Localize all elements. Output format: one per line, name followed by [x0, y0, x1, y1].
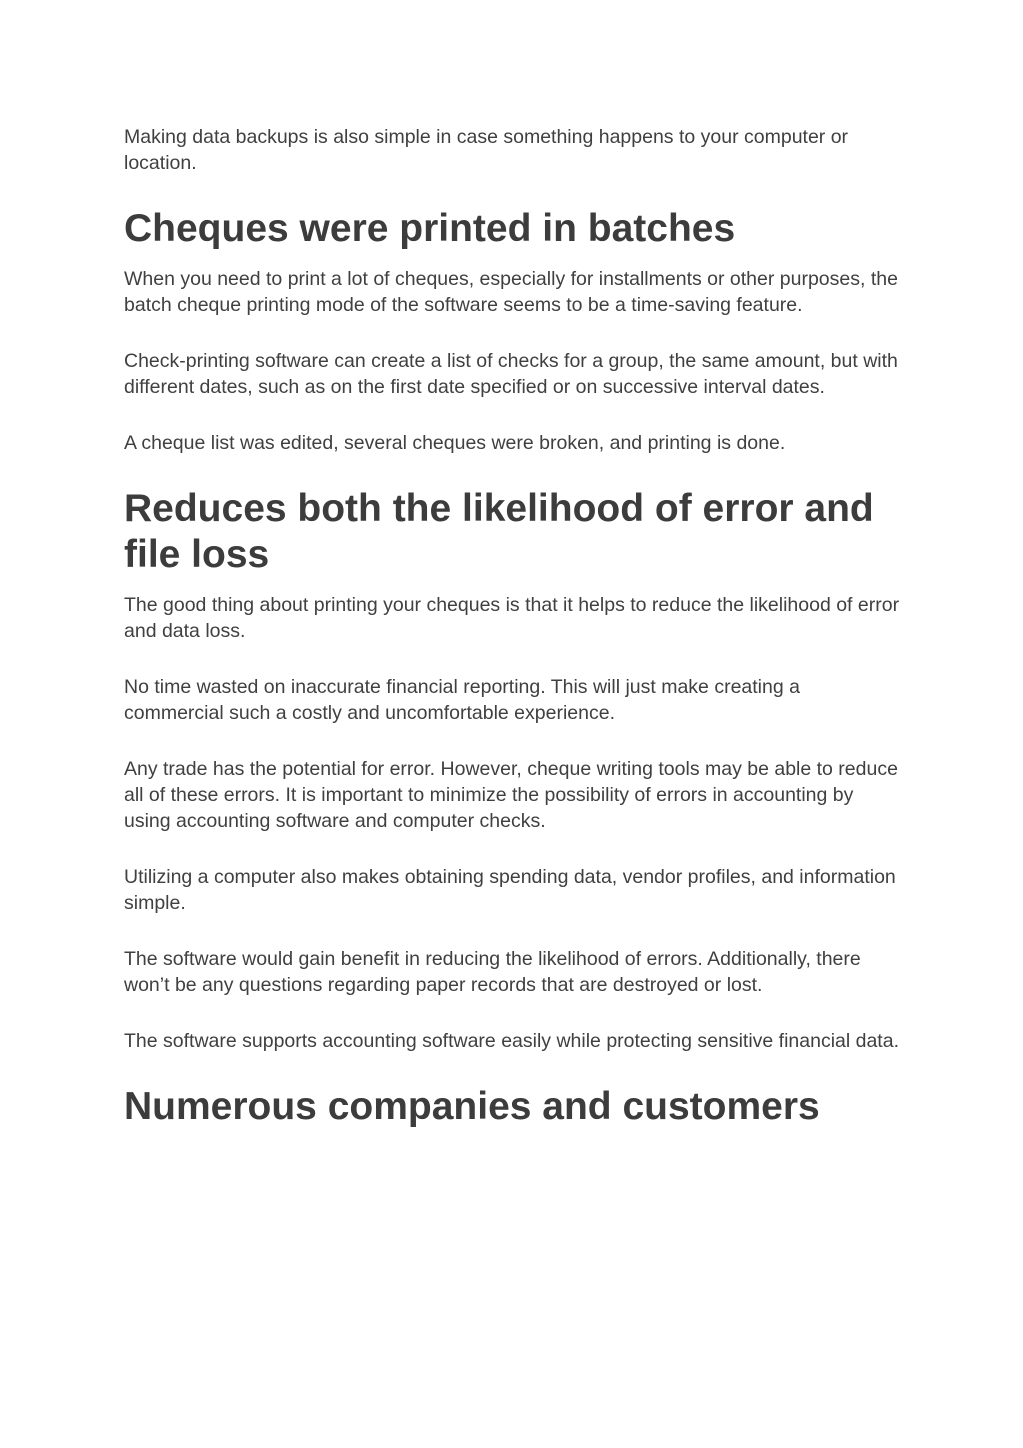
paragraph-any-trade: Any trade has the potential for error. However, cheque writing tools may be able to reduce all of these errors. It is important to minimize the possibility of errors in accounting by using accounting software and computer checks. [124, 758, 898, 832]
paragraph-software-benefit: The software would gain benefit in reducing the likelihood of errors. Additionally, there won’t be any questions regarding paper records that are destroyed or lost. [124, 948, 861, 996]
paragraph-utilizing-computer: Utilizing a computer also makes obtaining spending data, vendor profiles, and information simple. [124, 866, 896, 914]
paragraph-good-thing: The good thing about printing your cheques is that it helps to reduce the likelihood of error and data loss. [124, 594, 900, 642]
paragraph-check-list: Check-printing software can create a list of checks for a group, the same amount, but with different dates, such as on the first date specified or on successive interval dates. [124, 350, 898, 398]
paragraph-no-time-wasted: No time wasted on inaccurate financial reporting. This will just make creating a commercial such a costly and uncomfortable experience. [124, 676, 800, 724]
heading-reduces-error: Reduces both the likelihood of error and file loss [124, 487, 874, 576]
paragraph-batch-mode: When you need to print a lot of cheques, especially for installments or other purposes, the batch cheque printing mode of the software seems to be a time-saving feature. [124, 268, 898, 316]
paragraph-cheque-list-edited: A cheque list was edited, several cheques were broken, and printing is done. [124, 432, 786, 454]
heading-numerous-companies: Numerous companies and customers [124, 1085, 820, 1128]
heading-batch-printing: Cheques were printed in batches [124, 207, 736, 250]
paragraph-software-supports: The software supports accounting software easily while protecting sensitive financial data. [124, 1030, 899, 1052]
paragraph-backups: Making data backups is also simple in case something happens to your computer or location. [124, 126, 849, 174]
document-body [124, 124, 904, 1130]
